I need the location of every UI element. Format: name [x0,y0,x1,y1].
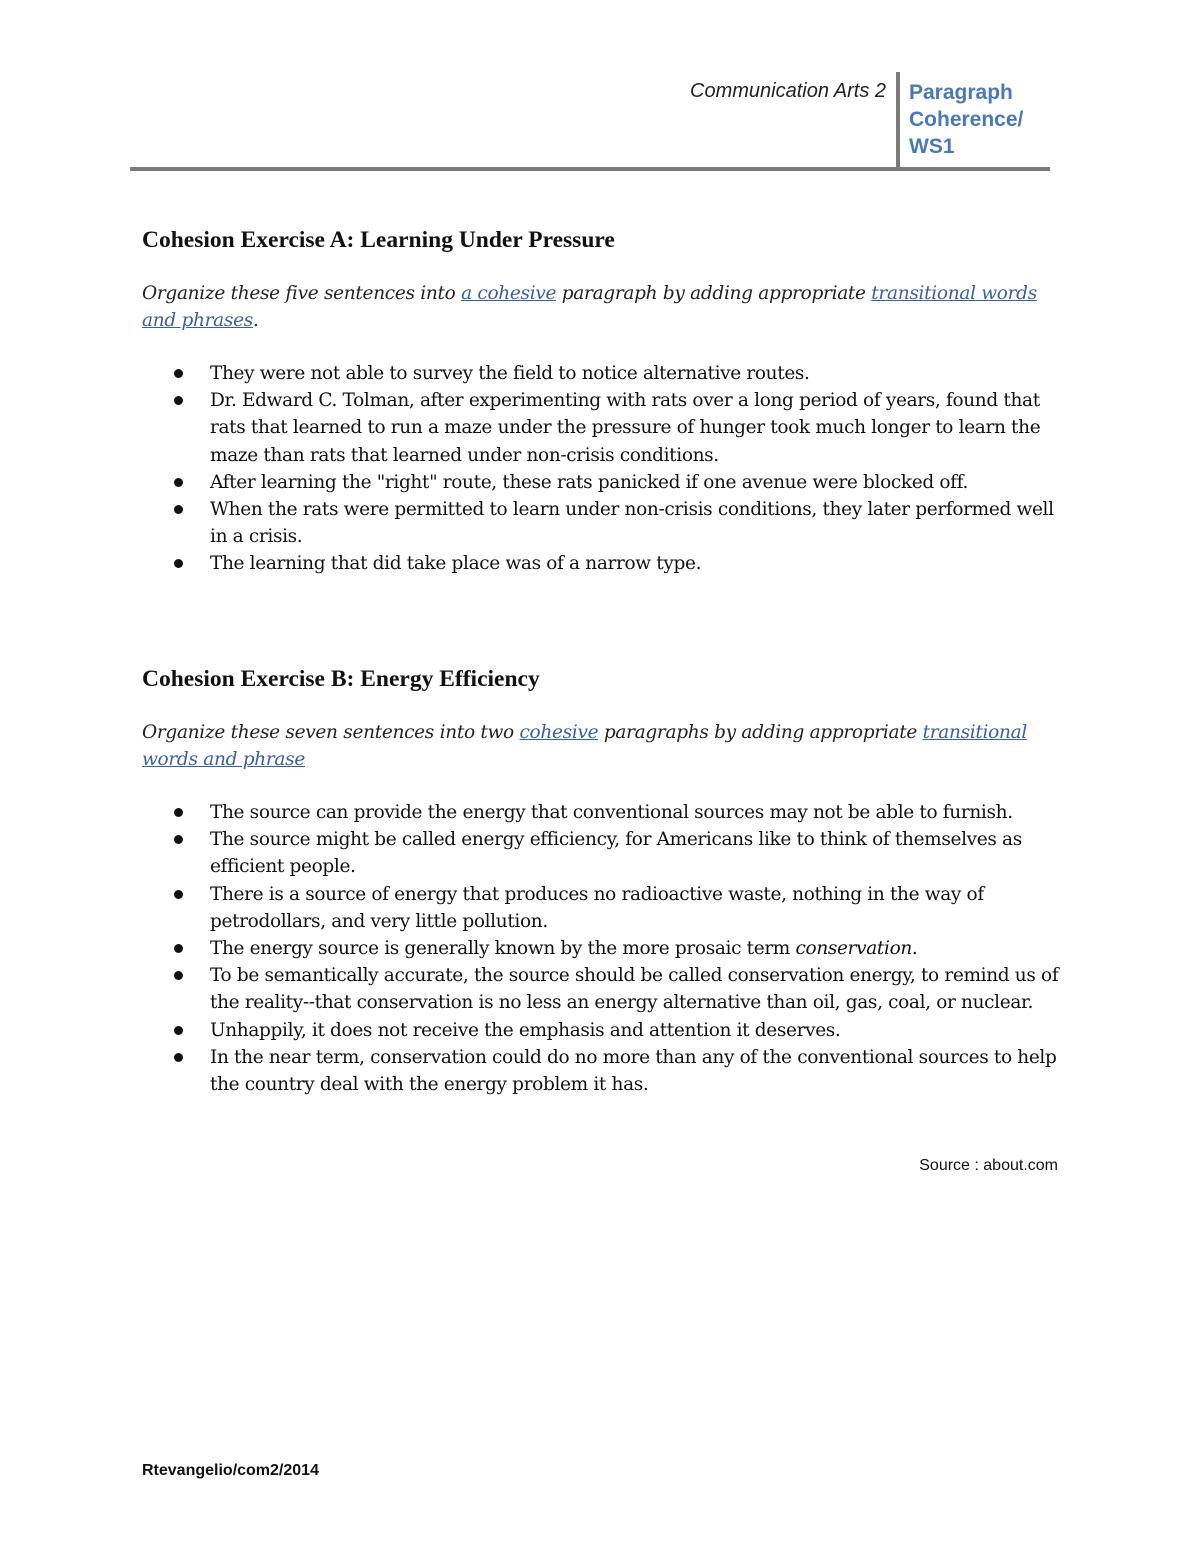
footer-credit: Rtevangelio/com2/2014 [142,1462,319,1479]
bullet-icon [174,505,183,514]
list-item: They were not able to survey the field to notice alternative routes. [141,360,1062,387]
topic-line: Paragraph [909,81,1013,104]
exercise-b-instruction: Organize these seven sentences into two cohesive paragraphs by adding appropriate transitional words and phrase [142,722,1027,770]
list-item: In the near term, conservation could do no more than any of the conventional sources to help the country deal with the energy problem it has. [141,1044,1062,1098]
conservation-term: conservation [795,938,912,960]
list-item: The energy source is generally known by the more prosaic term conservation. [141,935,1062,962]
topic-line: Coherence/ [909,108,1024,131]
list-item: The source can provide the energy that conventional sources may not be able to furnish. [141,799,1062,826]
topic-line: WS1 [909,135,955,158]
exercise-a-sentence-list [142,360,1062,578]
source-note: Source : about.com [919,1157,1058,1174]
bullet-icon [174,808,183,817]
list-item: Dr. Edward C. Tolman, after experimenting with rats over a long period of years, found that rats that learned to run a maze under the pressure of hunger took much longer to learn the maze than rats that learned under non-crisis conditions. [141,387,1062,469]
exercise-b [142,666,1062,1098]
transitional-words-link[interactable]: transitional words and phrase [142,722,1027,770]
course-title: Communication Arts 2 [690,80,886,102]
bullet-icon [174,971,183,980]
exercise-b-sentence-list [142,799,1062,1098]
exercise-a-title: Cohesion Exercise A: Learning Under Pressure [142,227,615,253]
list-item: The learning that did take place was of a narrow type. [141,550,1062,577]
list-item: There is a source of energy that produces no radioactive waste, nothing in the way of petrodollars, and very little pollution. [141,881,1062,935]
bullet-icon [174,559,183,568]
bullet-icon [174,1026,183,1035]
bullet-icon [174,835,183,844]
list-item: When the rats were permitted to learn under non-crisis conditions, they later performed well in a crisis. [141,496,1062,550]
bullet-icon [174,944,183,953]
header-rule [130,167,1050,171]
worksheet-topic [909,79,1059,160]
cohesive-link[interactable]: a cohesive [461,283,557,304]
cohesive-link[interactable]: cohesive [519,722,599,743]
bullet-icon [174,369,183,378]
bullet-icon [174,890,183,899]
transitional-words-link[interactable]: transitional words and phrases [142,283,1037,331]
list-item: After learning the "right" route, these rats panicked if one avenue were blocked off. [141,469,1062,496]
list-item: To be semantically accurate, the source should be called conservation energy, to remind us of the reality--that conservation is no less an energy alternative than oil, gas, coal, or nuclear. [141,962,1062,1016]
list-item: The source might be called energy efficiency, for Americans like to think of themselves as efficient people. [141,826,1062,880]
exercise-b-title: Cohesion Exercise B: Energy Efficiency [142,666,540,692]
bullet-icon [174,478,183,487]
bullet-icon [174,396,183,405]
exercise-a-instruction: Organize these five sentences into a cohesive paragraph by adding appropriate transitional words and phrases. [142,283,1037,331]
bullet-icon [174,1053,183,1062]
header-divider [896,72,900,170]
list-item: Unhappily, it does not receive the emphasis and attention it deserves. [141,1017,1062,1044]
exercise-a [142,227,1062,578]
